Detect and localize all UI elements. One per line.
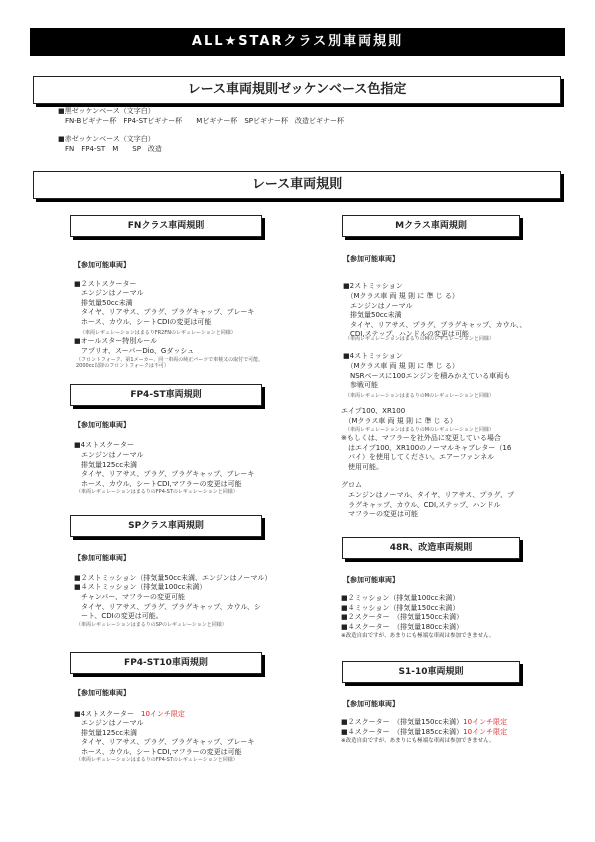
s1-red-1: 10インチ限定 bbox=[463, 718, 508, 726]
m-b1-lines: （Mクラス車 両 規 則 に 準 じ る） エンジンはノーマル 排気量50cc未満 タイヤ、リアサス、プラグ、プラグキャップ、カウル、、 CDI,ステップ、ハンドルの変更は可能 bbox=[349, 292, 527, 338]
kaizo-lines: ■２ミッション（排気量100cc未満） ■４ミッション（排気量150cc未満） ■２スクーター （排気量150cc未満） ■４スクーター （排気量180cc未満） bbox=[341, 594, 464, 631]
m-b4: グロム bbox=[341, 481, 362, 489]
s1-l1: ■２スクーター （排気量150cc未満）10インチ限定 bbox=[341, 718, 508, 726]
s1-title: S1-10車両規則 bbox=[398, 667, 464, 677]
fp4st10-sub: 【参加可能車両】 bbox=[74, 689, 130, 697]
zekken-section-header bbox=[33, 76, 561, 104]
m-b2-note: （車両レギュレーションはまるりのMのレギュレーションと同様） bbox=[345, 393, 494, 399]
fp4st-title: FP4-ST車両規則 bbox=[130, 390, 202, 400]
fn-b2-note: （フロントフォーク、第1メーカー、同一車両の純正パーツで車検又の取付で可能、 2000cc以降のフロントフォークは不可） bbox=[76, 357, 264, 369]
s1-header bbox=[342, 661, 520, 683]
rules-title: レース車両規則 bbox=[251, 177, 343, 192]
sp-header bbox=[70, 515, 262, 537]
fp4st-b1-lines: エンジンはノーマル 排気量125cc未満 タイヤ、リアサス、プラグ、プラグキャップ、ブレーキ ホース、カウル、シートCDI,マフラーの変更は可能 bbox=[80, 451, 255, 488]
sp-b2: ■４ストミッション（排気量100cc未満） bbox=[74, 583, 207, 591]
red-zekken-heading: ■赤ゼッケンベース（文字白） bbox=[58, 135, 155, 143]
black-zekken-heading: ■黒ゼッケンベース（文字白） bbox=[58, 107, 155, 115]
m-b4-lines: エンジンはノーマル、タイヤ、リアサス、プラグ、プ ラグキャップ、カウル、CDI,ステップ、ハンドル マフラーの変更は可能 bbox=[347, 491, 515, 518]
s1-l2: ■４スクーター （排気量185cc未満）10インチ限定 bbox=[341, 728, 508, 736]
fp4st-sub: 【参加可能車両】 bbox=[74, 421, 130, 429]
m-b2-lines: （Mクラス車 両 規 則 に 準 じ る） NSRベースに100エンジンを積みかえている車両も 参戦可能 bbox=[349, 362, 511, 389]
m-b3-more: ※もしくは、マフラーを社外品に変更している場合 はエイプ100、XR100のノーマルキャブレター（16 パイ）を使用してください。エアーファンネル 使用可能。 bbox=[341, 434, 512, 471]
s1-sub: 【参加可能車両】 bbox=[343, 700, 399, 708]
sp-b1: ■２ストミッション（排気量50cc未満、エンジンはノーマル） bbox=[74, 574, 272, 582]
sp-b2-lines: チャンバー、マフラーの変更可能 タイヤ、リアサス、プラグ、プラグキャップ、カウル、シ ート、CDIの変更は可能。 bbox=[80, 593, 261, 620]
fn-b1-lines: エンジンはノーマル 排気量50cc未満 タイヤ、リアサス、プラグ、プラグキャップ、ブレーキ ホース、カウル、シートCDIの変更は可能 bbox=[80, 289, 255, 326]
kaizo-sub: 【参加可能車両】 bbox=[343, 576, 399, 584]
sp-title: SPクラス車両規則 bbox=[128, 521, 204, 531]
fp4st-header bbox=[70, 384, 262, 406]
m-b2: ■4ストミッション bbox=[343, 352, 403, 360]
black-zekken-classes: FN-Bビギナー杯 FP4-STビギナー杯 Mビギナー杯 SPビギナー杯 改造ビギナー杯 bbox=[65, 117, 344, 125]
fn-b1-note: （車両レギュレーションはまるりFR2FNのレギュレーションと同様） bbox=[80, 330, 236, 336]
fp4st10-b1-note: （車両レギュレーションはまるりのFP4-STのレギュレーションと同様） bbox=[76, 757, 238, 763]
fp4st-b1-note: （車両レギュレーションはまるりのFP4-STのレギュレーションと同様） bbox=[76, 489, 238, 495]
rules-section-header bbox=[33, 171, 561, 199]
kaizo-title: 48R、改造車両規則 bbox=[389, 543, 473, 553]
s1-note: ※改造自由ですが、あまりにも極端な車両は参加できません。 bbox=[341, 738, 495, 744]
fp4st10-red: 10インチ限定 bbox=[141, 710, 185, 718]
page-title: ALL★STARクラス別車両規則 bbox=[191, 34, 404, 49]
red-zekken-classes: FN FP4-ST M SP 改造 bbox=[65, 145, 162, 153]
m-header bbox=[342, 215, 520, 237]
m-b1: ■2ストミッション bbox=[343, 282, 403, 290]
fp4st10-b1: ■4ストスクーター 10インチ限定 bbox=[74, 710, 185, 718]
m-sub: 【参加可能車両】 bbox=[343, 255, 399, 263]
fp4st10-b1-lines: エンジンはノーマル 排気量125cc未満 タイヤ、リアサス、プラグ、プラグキャップ、ブレーキ ホース、カウル、シートCDI,マフラーの変更は可能 bbox=[80, 719, 255, 756]
fn-b2: ■オールスター特別ルール bbox=[74, 337, 158, 345]
m-title: Mクラス車両規則 bbox=[395, 221, 467, 231]
m-b3-note: （車両レギュレーションはまるりのMのレギュレーションと同様） bbox=[345, 427, 494, 433]
kaizo-header bbox=[342, 537, 520, 559]
fn-b2-lines: アプリオ、スーパーDio、Gダッシュ bbox=[74, 347, 195, 355]
m-b3-lines: （Mクラス車 両 規 則 に 準 じ る） bbox=[341, 417, 457, 425]
zekken-title: レース車両規則ゼッケンベース色指定 bbox=[187, 82, 407, 97]
fn-sub: 【参加可能車両】 bbox=[74, 261, 130, 269]
m-b1-note: （車両レギュレーションはまるりのMのレギュレーションと同様） bbox=[345, 336, 494, 342]
fn-title: FNクラス車両規則 bbox=[127, 221, 205, 231]
sp-sub: 【参加可能車両】 bbox=[74, 554, 130, 562]
m-b3: エイプ100、XR100 bbox=[341, 407, 406, 415]
fn-b1: ■２ストスクーター bbox=[74, 280, 137, 288]
fp4st-b1: ■4ストスクーター bbox=[74, 441, 134, 449]
fn-header bbox=[70, 215, 262, 237]
fp4st10-title: FP4-ST10車両規則 bbox=[124, 658, 208, 668]
fp4st10-header bbox=[70, 652, 262, 674]
s1-red-2: 10インチ限定 bbox=[463, 728, 508, 736]
sp-b2-note: （車両レギュレーションはまるりのSPのレギュレーションと同様） bbox=[76, 622, 227, 628]
kaizo-note: ※改造自由ですが、あまりにも極端な車両は参加できません。 bbox=[341, 633, 495, 639]
page-title-banner bbox=[30, 28, 565, 56]
